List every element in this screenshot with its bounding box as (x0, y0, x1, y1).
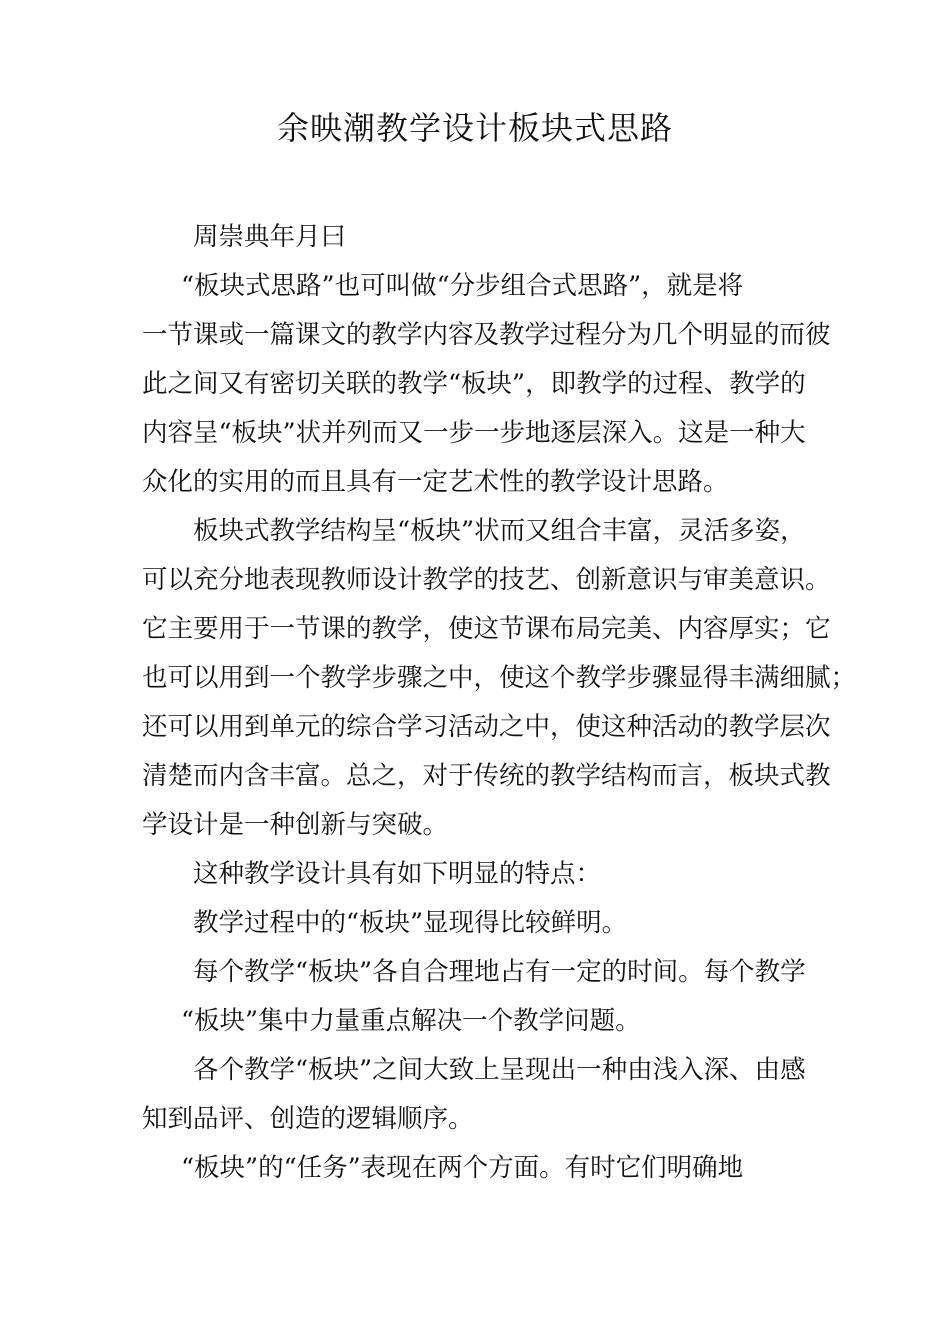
paragraph-line: “板块式思路”也可叫做“分步组合式思路”，就是将 (181, 271, 744, 301)
paragraph-line: 每个教学“板块”各自合理地占有一定的时间。每个教学 (193, 957, 806, 987)
paragraph-line: 教学过程中的“板块”显现得比较鲜明。 (193, 908, 628, 938)
paragraph-line: 它主要用于一节课的教学，使这节课布局完美、内容厚实；它 (142, 614, 831, 644)
author-date-line: 周崇典年月曰 (193, 222, 347, 252)
paragraph-line: 清楚而内含丰富。总之，对于传统的教学结构而言，板块式教 (142, 761, 831, 791)
paragraph-line: 板块式教学结构呈“板块”状而又组合丰富，灵活多姿， (193, 516, 806, 546)
paragraph-line: 学设计是一种创新与突破。 (142, 810, 449, 840)
paragraph-line: 可以充分地表现教师设计教学的技艺、创新意识与审美意识。 (142, 565, 831, 595)
paragraph-line: 此之间又有密切关联的教学“板块”，即教学的过程、教学的 (142, 369, 806, 399)
paragraph-line: 一节课或一篇课文的教学内容及教学过程分为几个明显的而彼 (142, 320, 831, 350)
paragraph-line: 这种教学设计具有如下明显的特点： (193, 859, 602, 889)
document-title: 余映潮教学设计板块式思路 (276, 109, 673, 147)
paragraph-line: “板块”的“任务”表现在两个方面。有时它们明确地 (181, 1153, 744, 1183)
paragraph-line: 各个教学“板块”之间大致上呈现出一种由浅入深、由感 (193, 1055, 806, 1085)
paragraph-line: 内容呈“板块”状并列而又一步一步地逐层深入。这是一种大 (142, 418, 806, 448)
paragraph-line: “板块”集中力量重点解决一个教学问题。 (181, 1006, 641, 1036)
document-body (142, 213, 857, 1193)
paragraph-line: 也可以用到一个教学步骤之中，使这个教学步骤显得丰满细腻； (142, 663, 857, 693)
paragraph-line: 知到品评、创造的逻辑顺序。 (142, 1104, 474, 1134)
paragraph-line: 还可以用到单元的综合学习活动之中，使这种活动的教学层次 (142, 712, 831, 742)
paragraph-line: 众化的实用的而且具有一定艺术性的教学设计思路。 (142, 467, 729, 497)
